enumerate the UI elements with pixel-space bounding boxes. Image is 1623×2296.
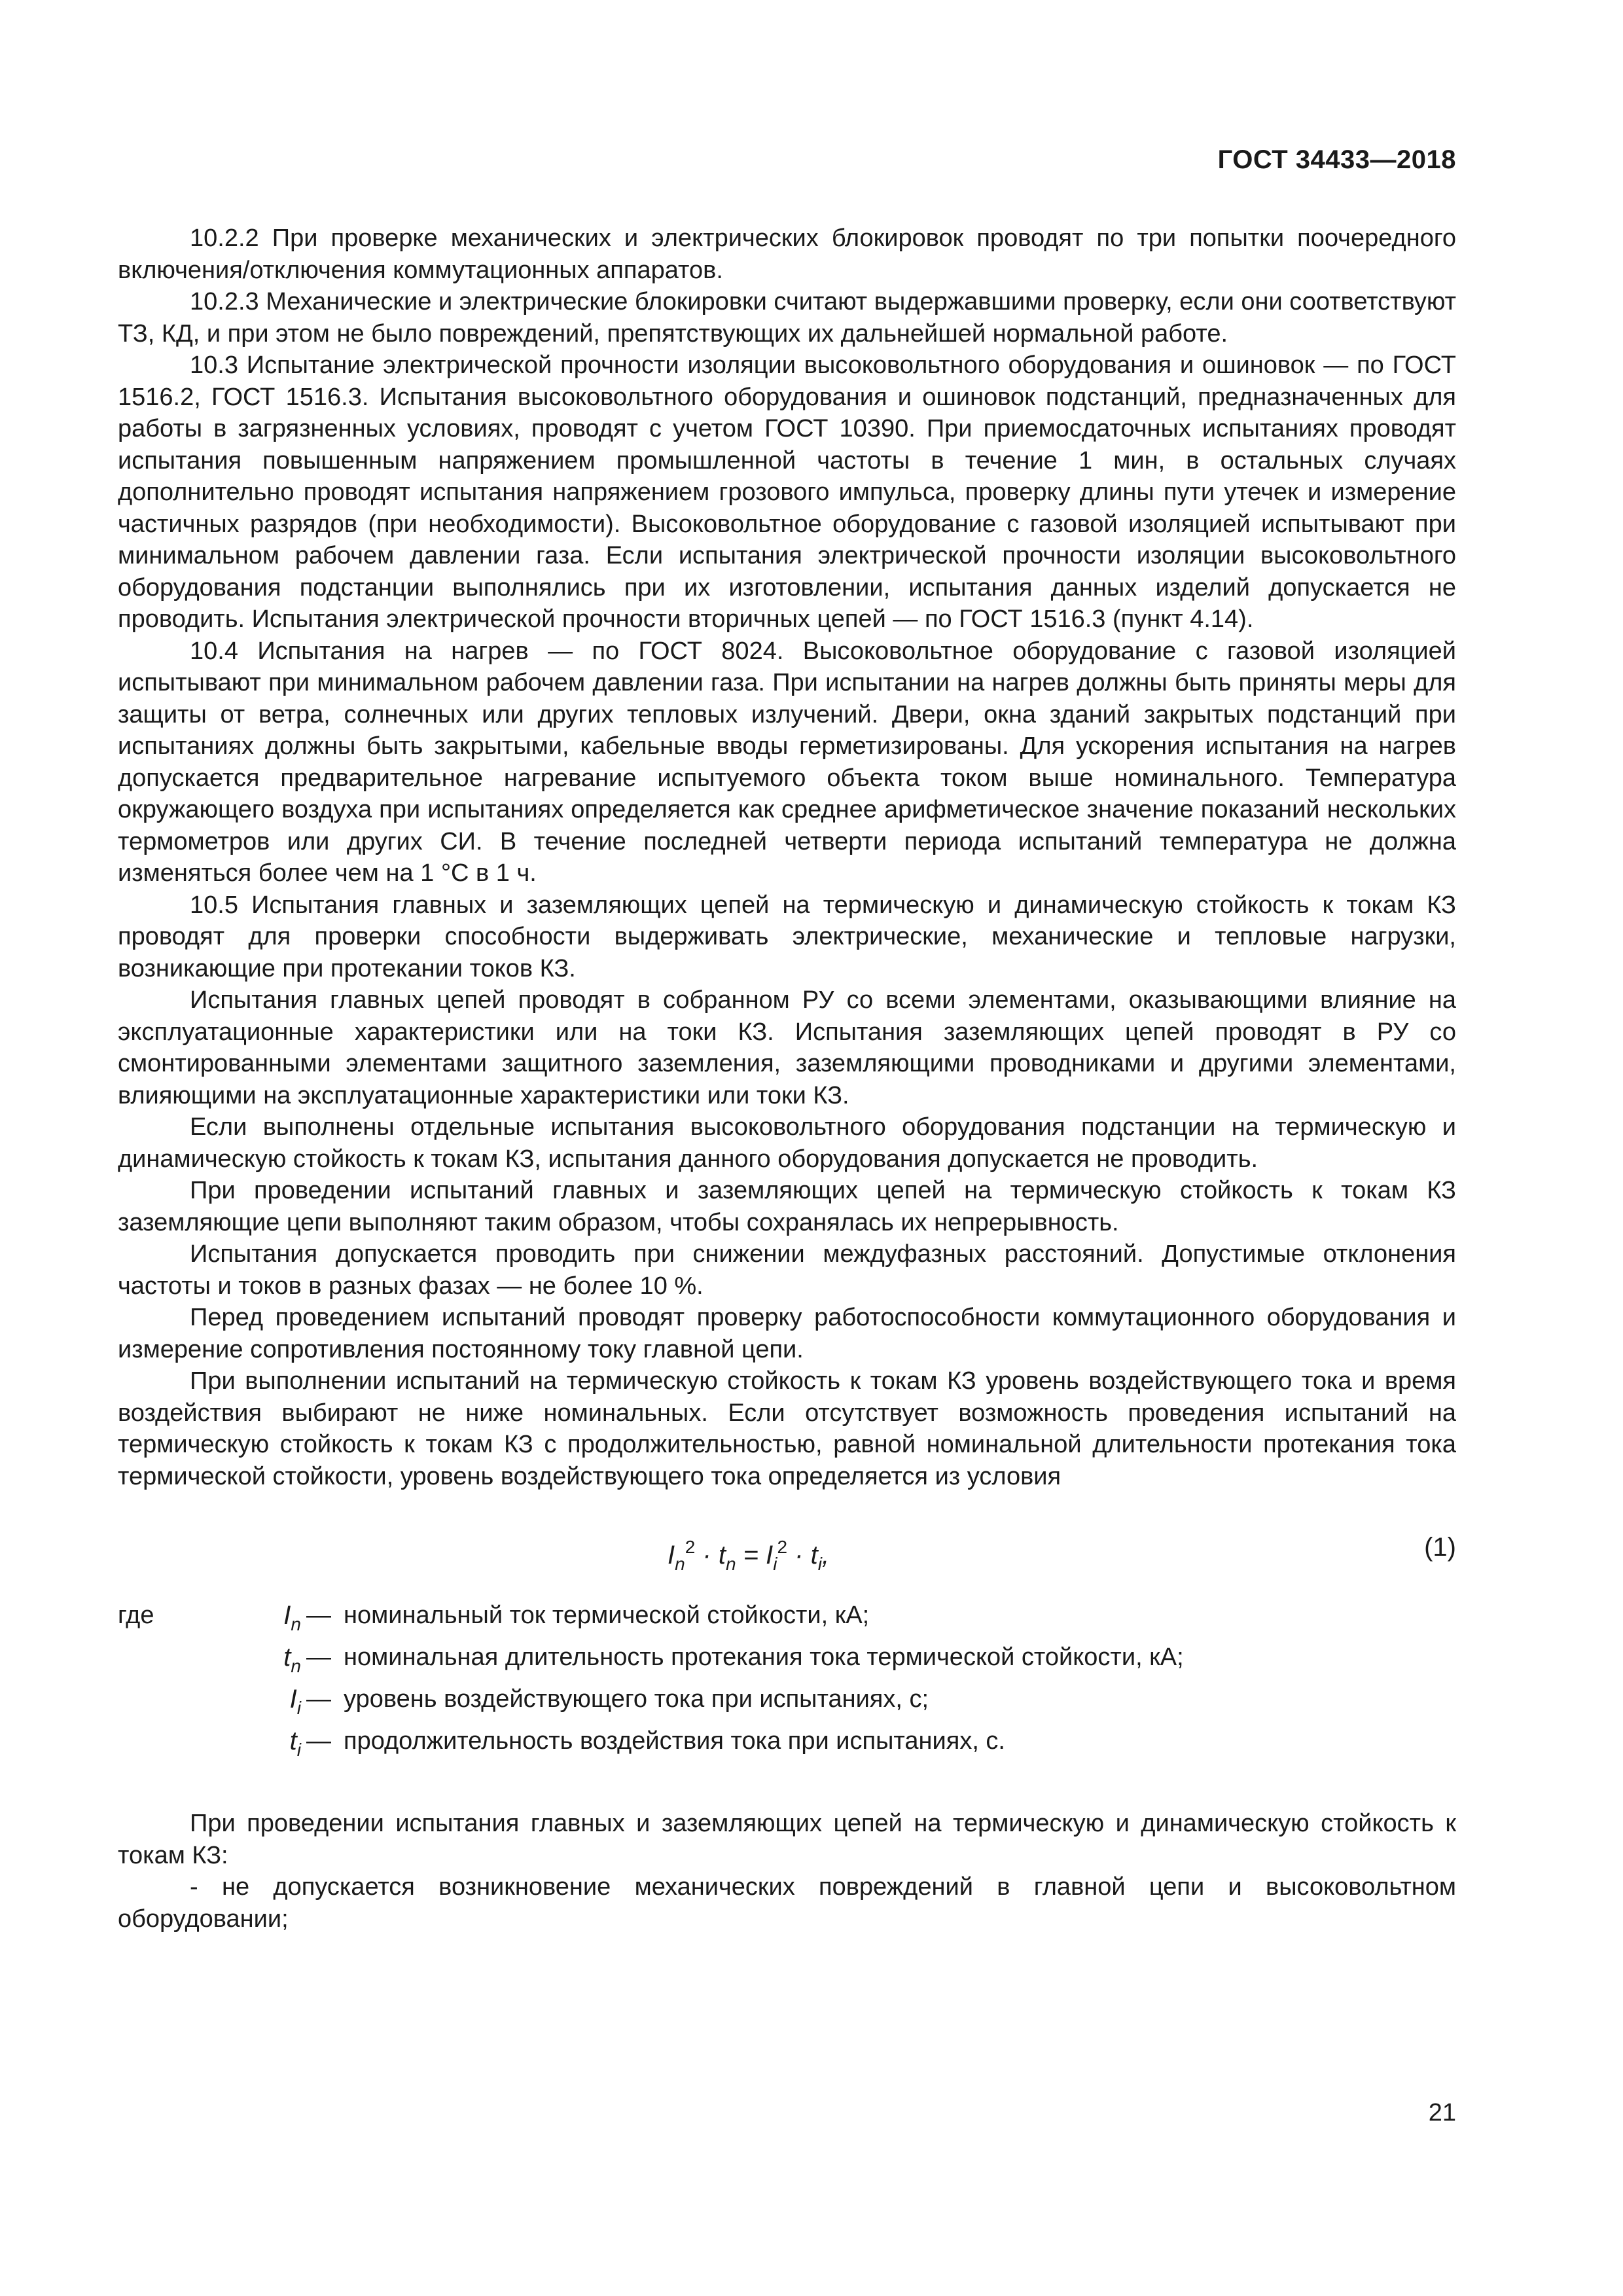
legend-symbol: $t_i$: [289, 1727, 301, 1760]
formula-1: [118, 1526, 1456, 1574]
legend-symbol: $I_i$: [289, 1685, 301, 1718]
legend-row: [118, 1600, 1456, 1641]
legend-symbol: $t_n$: [283, 1643, 301, 1676]
legend-dash: —: [306, 1685, 331, 1713]
legend-text: уровень воздействующего тока при испытаниях, с;: [344, 1685, 929, 1713]
paragraph-10-2-3: 10.2.3 Механические и электрические блокировки считают выдержавшими проверку, если они соответствуют ТЗ, КД, и при этом не было повреждений, препятствующих их дальнейшей нормальной работе.: [118, 288, 1456, 348]
legend-row: [118, 1641, 1456, 1683]
paragraph-grounding-continuity: При проведении испытаний главных и заземляющих цепей на термическую стойкость к токам КЗ заземляющие цепи выполняют таким образом, чтобы сохранялась их непрерывность.: [118, 1177, 1456, 1236]
legend-row: [118, 1683, 1456, 1725]
legend-text: номинальный ток термической стойкости, кА;: [344, 1602, 870, 1629]
paragraph-thermal-condition: При выполнении испытаний на термическую стойкость к токам КЗ уровень воздействующего тока и время воздействия выбирают не ниже номинальных. Если отсутствует возможность проведения испытаний на термическую стойкость к токам КЗ с продолжительностью, равной номинальной длительности протекания тока термической стойкости, уровень воздействующего тока определяется из условия: [118, 1367, 1456, 1490]
legend-row: [118, 1725, 1456, 1767]
paragraph-main-circuits: Испытания главных цепей проводят в собранном РУ со всеми элементами, оказывающими влияние на эксплуатационные характеристики или на токи КЗ. Испытания заземляющих цепей проводят в РУ со смонтированными элементами защитного заземления, заземляющими проводниками и другими элементами, влияющими на эксплуатационные характеристики или токи КЗ.: [118, 986, 1456, 1109]
paragraph-separate-tests: Если выполнены отдельные испытания высоковольтного оборудования подстанции на термическую и динамическую стойкость к токам КЗ, испытания данного оборудования допускается не проводить.: [118, 1113, 1456, 1173]
legend-where: где: [118, 1602, 154, 1629]
paragraph-10-2-2: 10.2.2 При проверке механических и электрических блокировок проводят по три попытки поочередного включения/отключения коммутационных аппаратов.: [118, 224, 1456, 284]
legend-text: номинальная длительность протекания тока термической стойкости, кА;: [344, 1643, 1184, 1671]
paragraph-phase-distance: Испытания допускается проводить при снижении междуфазных расстояний. Допустимые отклонения частоты и токов в разных фазах — не более 10 %.: [118, 1240, 1456, 1300]
paragraph-preliminary-check: Перед проведением испытаний проводят проверку работоспособности коммутационного оборудования и измерение сопротивления постоянному току главной цепи.: [118, 1304, 1456, 1363]
formula-legend: [118, 1600, 1456, 1767]
paragraph-thermal-dynamic-requirements: При проведении испытания главных и заземляющих цепей на термическую и динамическую стойкость к токам КЗ:: [118, 1810, 1456, 1869]
formula-number: (1): [1424, 1533, 1456, 1562]
paragraph-10-4: 10.4 Испытания на нагрев — по ГОСТ 8024. Высоковольтное оборудование с газовой изоляцией испытывают при минимальном рабочем давлении газа. При испытании на нагрев должны быть приняты меры для защиты от ветра, солнечных или других тепловых излучений. Двери, окна зданий закрытых подстанций при испытаниях должны быть закрытыми, кабельные вводы герметизированы. Для ускорения испытания на нагрев допускается предварительное нагревание испытуемого объекта током выше номинального. Температура окружающего воздуха при испытаниях определяется как среднее арифметическое значение показаний нескольких термометров или других СИ. В течение последней четверти периода испытаний температура не должна изменяться более чем на 1 °С в 1 ч.: [118, 637, 1456, 887]
document-body: [118, 223, 1456, 1935]
legend-dash: —: [306, 1643, 331, 1671]
paragraph-10-5: 10.5 Испытания главных и заземляющих цепей на термическую и динамическую стойкость к токам КЗ проводят для проверки способности выдерживать электрические, механические и тепловые нагрузки, возникающие при протекании токов КЗ.: [118, 891, 1456, 982]
legend-dash: —: [306, 1727, 331, 1755]
document-number-header: ГОСТ 34433—2018: [1217, 145, 1456, 174]
legend-text: продолжительность воздействия тока при испытаниях, с.: [344, 1727, 1005, 1755]
paragraph-10-3: 10.3 Испытание электрической прочности изоляции высоковольтного оборудования и ошиновок — по ГОСТ 1516.2, ГОСТ 1516.3. Испытания высоковольтного оборудования и ошиновок подстанций, предназначенных для работы в загрязненных условиях, проводят с учетом ГОСТ 10390. При приемосдаточных испытаниях проводят испытания повышенным напряжением промышленной частоты в течение 1 мин, в остальных случаях дополнительно проводят испытания напряжением грозового импульса, проверку длины пути утечек и измерение частичных разрядов (при необходимости). Высоковольтное оборудование с газовой изоляцией испытывают при минимальном рабочем давлении газа. Если испытания электрической прочности изоляции высоковольтного оборудования подстанции выполнялись при их изготовлении, испытания данных изделий допускается не проводить. Испытания электрической прочности вторичных цепей — по ГОСТ 1516.3 (пункт 4.14).: [118, 351, 1456, 633]
list-item-no-mechanical-damage: - не допускается возникновение механических повреждений в главной цепи и высоковольтном оборудовании;: [118, 1873, 1456, 1933]
page-number: 21: [1428, 2099, 1456, 2126]
legend-dash: —: [306, 1602, 331, 1629]
formula-expression: $I_n^2 \cdot t_n = I_i^2 \cdot t_i$,: [668, 1537, 830, 1574]
legend-symbol: $I_n$: [283, 1601, 301, 1634]
